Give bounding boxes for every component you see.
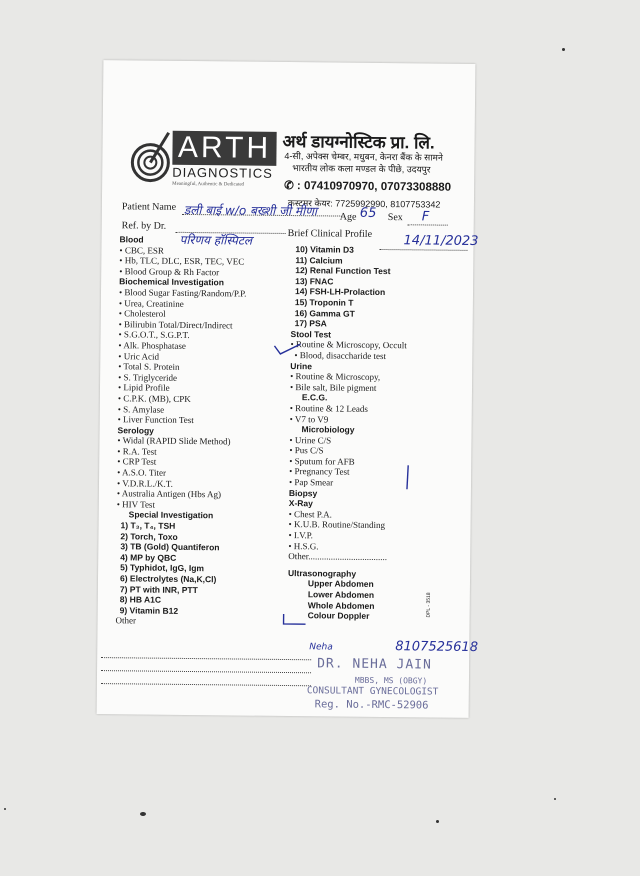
right-test-item: 14) FSH-LH-Prolaction [294,286,386,298]
right-test-item: Upper Abdomen [307,578,374,590]
left-test-item: • S. Triglyceride [118,371,178,383]
left-test-item: • Bilirubin Total/Direct/Indirect [118,318,233,331]
right-test-item: • Chest P.A. [288,508,332,520]
left-test-item: • Australia Antigen (Hbs Ag) [116,488,222,500]
left-test-item: 4) MP by QBC [120,552,177,563]
left-test-item: • CRP Test [117,456,157,468]
stamp-degree: MBBS, MS (OBGY) [354,675,428,686]
right-test-item: • K.U.B. Routine/Standing [288,519,386,531]
right-test-item: 10) Vitamin D3 [295,244,354,255]
left-test-item: 3) TB (Gold) Quantiferon [120,541,220,553]
right-test-item: • Bile salt, Bile pigment [289,381,377,393]
ref-value: परिणय हॉस्पिटल [179,232,253,248]
right-test-item: Other................................... [288,551,388,563]
stamp-reg: Reg. No.-RMC-52906 [314,698,429,712]
left-test-item: 6) Electrolytes (Na,K,Cl) [119,573,217,585]
print-code: DPL - 3518 [425,592,432,618]
left-test-item: • Uric Acid [118,350,160,362]
right-test-item: Stool Test [290,328,332,340]
left-test-item: Other [115,615,137,626]
tick-mark-whole-abdomen [279,612,309,632]
handwritten-initials: Neha [309,642,333,653]
left-test-list [116,234,290,628]
right-test-item: • Blood, disaccharide test [294,350,387,361]
stamp-title: CONSULTANT GYNECOLOGIST [306,685,439,698]
right-test-item: • Pregnancy Test [289,466,350,478]
logo-word: ARTH [172,131,276,166]
logo-sub: DIAGNOSTICS [172,164,273,181]
left-test-item: • Liver Function Test [117,414,194,426]
right-test-item: E.C.G. [301,392,328,403]
right-test-item: • Pus C/S [289,445,324,456]
left-test-item: • A.S.O. Titer [117,467,167,478]
right-test-item: • H.S.G. [288,540,319,551]
prescription-slip [97,60,479,718]
left-test-item: • Lipid Profile [117,382,170,394]
left-test-item: • Alk. Phosphatase [118,340,186,351]
sex-label: Sex [387,212,403,224]
left-test-item: 5) Typhidot, IgG, Igm [120,562,205,574]
right-test-item: Ultrasonography [288,567,357,579]
right-test-item: Lower Abdomen [307,589,375,600]
right-test-item: 11) Calcium [295,254,343,266]
right-test-item: Urine [290,360,313,371]
right-test-item: • Routine & Microscopy, Occult [290,339,407,351]
left-test-item: 8) HB A1C [119,594,162,605]
right-test-item: 13) FNAC [295,275,334,287]
left-test-item: • S.G.O.T., S.G.P.T. [118,329,190,341]
age-label: Age [339,211,357,223]
left-test-item: • Hb, TLC, DLC, ESR, TEC, VEC [119,255,245,267]
left-test-item: • Blood Sugar Fasting/Random/P.P. [118,287,247,299]
right-test-item: 12) Renal Function Test [295,265,391,277]
left-test-item: • C.P.K. (MB), CPK [117,393,191,404]
right-test-item: • Sputum for AFB [289,455,355,467]
lab-address [284,150,474,176]
left-test-item: Blood [119,234,144,245]
left-test-item: • S. Amylase [117,403,165,415]
left-test-item: • Urea, Creatinine [118,297,184,309]
patient-name-value: डली बाई w/o बख्शी जी मीणा [183,202,318,219]
address-line-1: 4-सी, अपेक्स चेम्बर, मधुबन, केनरा बैंक के सामने [284,150,444,163]
left-test-item: 9) Vitamin B12 [119,605,179,616]
left-test-item: 2) Torch, Toxo [120,530,178,542]
left-test-item: • HIV Test [116,499,156,510]
right-test-item: 16) Gamma GT [294,307,355,319]
left-test-item: • CBC, ESR [119,244,164,256]
sex-value: F [421,209,430,225]
customer-care: कस्टमर केयर: 7725992990, 8107753342 [287,198,441,210]
brief-profile-label: Brief Clinical Profile [287,228,373,240]
right-test-item: 15) Troponin T [294,297,354,308]
right-test-item: • V7 to V9 [289,413,329,424]
right-test-item: Whole Abdomen [307,599,375,611]
date-value: 14/11/2023 [403,233,479,250]
address-line-2: भारतीय लोक कला मण्डल के पीछे, उदयपुर [292,163,431,175]
left-test-item: • Blood Group & Rh Factor [119,266,220,278]
pen-mark [405,463,411,493]
right-test-list [288,244,472,623]
right-test-item: X-Ray [288,498,313,509]
left-test-item: • Cholesterol [118,308,166,319]
right-test-item: 17) PSA [294,318,327,329]
right-test-item: • Urine C/S [289,434,332,446]
arth-logo [128,130,279,190]
left-test-item: • R.A. Test [117,446,157,457]
left-test-item: Biochemical Investigation [119,276,225,288]
stamp-name: DR. NEHA JAIN [317,656,432,673]
left-test-item: • Widal (RAPID Slide Method) [117,435,231,447]
left-test-item: Special Investigation [128,509,214,521]
lab-phone: ✆ : 07410970970, 07073308880 [284,179,452,194]
right-test-item: Colour Doppler [307,610,370,622]
tick-mark-stool [272,340,302,360]
logo-swirl-icon [128,130,173,188]
right-test-item: Biopsy [288,487,318,498]
ref-label: Ref. by Dr. [121,220,167,232]
lab-name: अर्थ डायग्नोस्टिक प्रा. लि. [282,131,435,153]
left-test-item: Serology [117,424,154,436]
patient-name-label: Patient Name [121,201,177,213]
right-test-item: • I.V.P. [288,530,314,541]
left-test-item: 1) T₃, T₄, TSH [120,520,176,531]
left-test-item: 7) PT with INR, PTT [119,583,198,595]
right-test-item: • Routine & Microscopy, [290,371,381,383]
age-value: 65 [359,205,377,221]
left-test-item: • V.D.R.L./K.T. [116,477,173,489]
left-test-item: • Total S. Protein [118,361,180,373]
logo-tagline: Meaningful, Authentic & Dedicated [172,181,245,188]
right-test-item: Microbiology [301,424,355,435]
handwritten-phone: 8107525618 [395,639,479,656]
right-test-item: • Pap Smear [288,477,334,488]
right-test-item: • Routine & 12 Leads [289,402,368,414]
